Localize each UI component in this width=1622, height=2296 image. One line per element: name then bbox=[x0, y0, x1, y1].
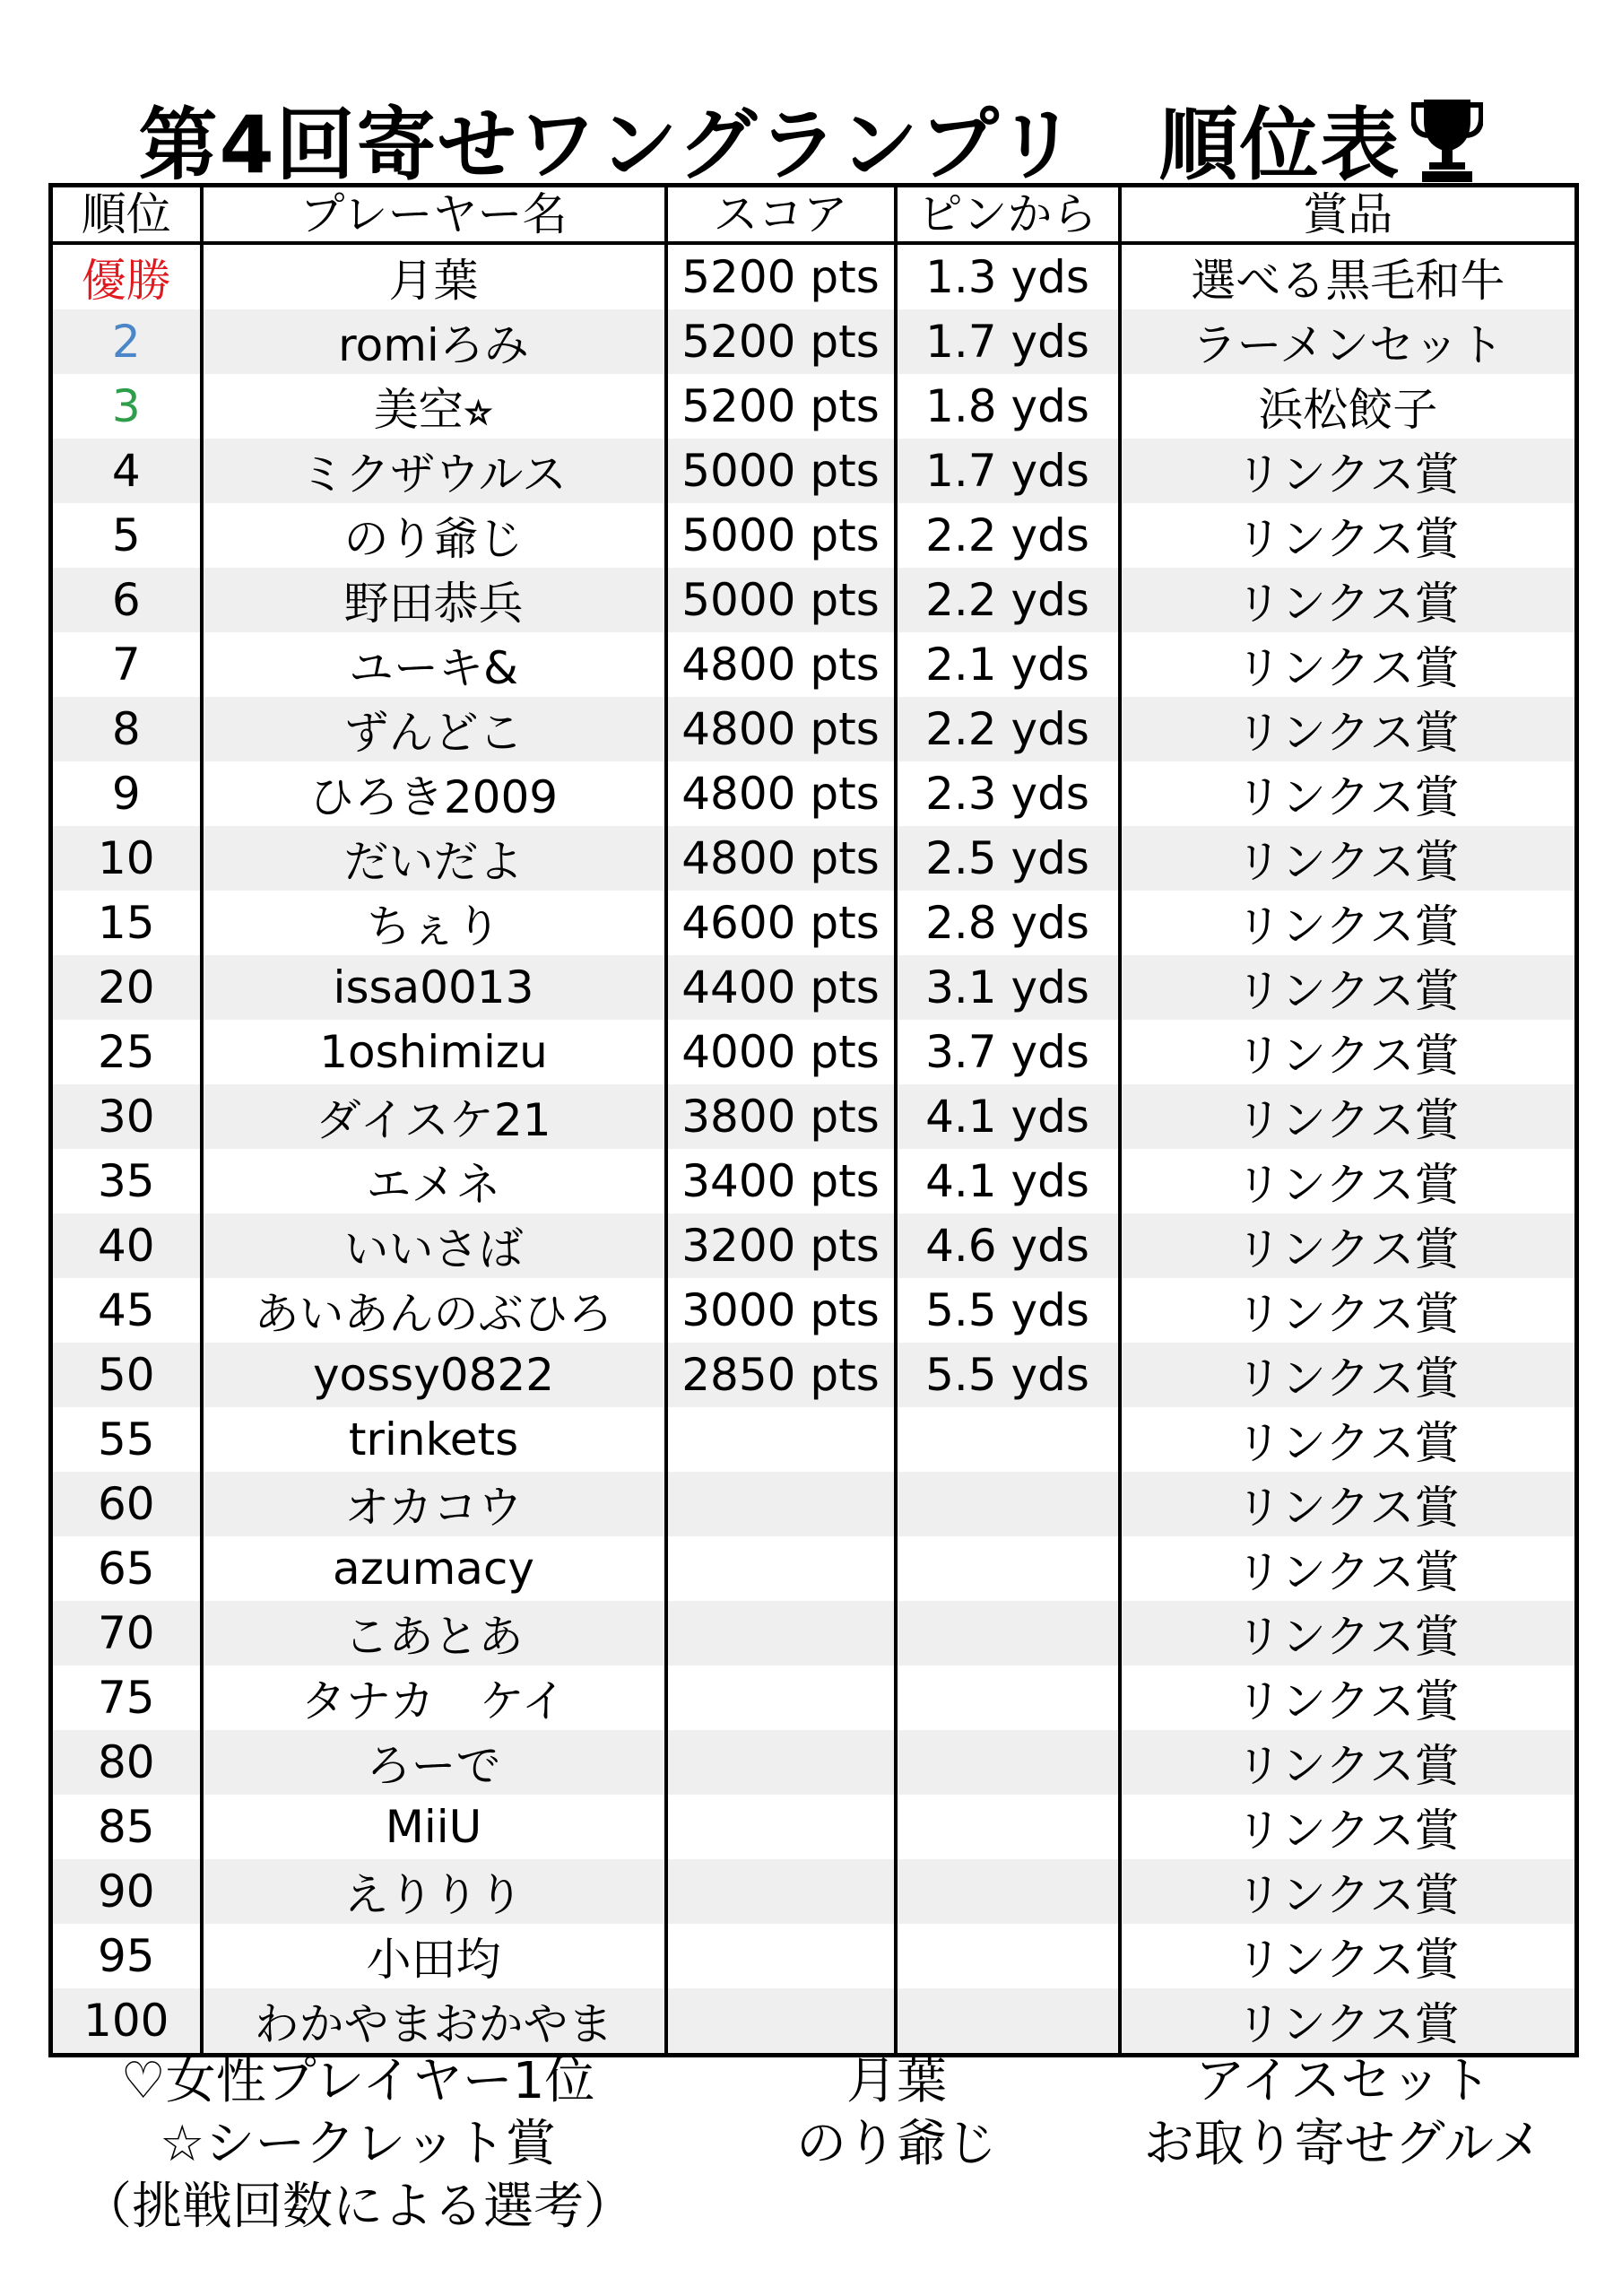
prize-cell: リンクス賞 bbox=[1120, 697, 1577, 761]
prize-cell: リンクス賞 bbox=[1120, 1988, 1577, 2056]
score-cell bbox=[666, 1472, 896, 1536]
pin-distance-cell: 3.1 yds bbox=[896, 955, 1120, 1020]
score-cell: 4600 pts bbox=[666, 891, 896, 955]
prize-cell: リンクス賞 bbox=[1120, 503, 1577, 568]
prize-cell: リンクス賞 bbox=[1120, 1730, 1577, 1795]
table-row bbox=[51, 439, 1577, 503]
score-cell: 5200 pts bbox=[666, 243, 896, 309]
prize-cell: リンクス賞 bbox=[1120, 439, 1577, 503]
prize-cell: リンクス賞 bbox=[1120, 1601, 1577, 1665]
rank-cell: 6 bbox=[51, 568, 202, 632]
special-winners bbox=[665, 2050, 1128, 2176]
header-prize: 賞品 bbox=[1120, 186, 1577, 244]
player-name-cell: issa0013 bbox=[202, 955, 666, 1020]
prize-cell: リンクス賞 bbox=[1120, 1278, 1577, 1343]
pin-distance-cell: 2.5 yds bbox=[896, 826, 1120, 891]
table-row bbox=[51, 761, 1577, 826]
table-row bbox=[51, 955, 1577, 1020]
player-name-cell: ひろき2009 bbox=[202, 761, 666, 826]
prize-female-top: アイスセット bbox=[1194, 2052, 1492, 2110]
pin-distance-cell: 1.8 yds bbox=[896, 374, 1120, 439]
player-name-cell: ちぇり bbox=[202, 891, 666, 955]
prize-cell: リンクス賞 bbox=[1120, 1407, 1577, 1472]
rank-cell: 5 bbox=[111, 509, 141, 561]
rank-cell: 35 bbox=[97, 1155, 155, 1207]
pin-distance-cell: 2.3 yds bbox=[896, 761, 1120, 826]
prize-cell: リンクス賞 bbox=[1120, 1536, 1577, 1601]
pin-distance-cell bbox=[896, 1601, 1120, 1665]
table-row bbox=[51, 1859, 1577, 1924]
header-player: プレーヤー名 bbox=[202, 186, 666, 244]
prize-cell: リンクス賞 bbox=[1120, 568, 1577, 632]
special-prizes bbox=[1112, 2050, 1574, 2176]
score-cell: 2850 pts bbox=[666, 1343, 896, 1407]
award-secret: ☆シークレット賞 bbox=[160, 2115, 556, 2173]
table-row bbox=[51, 1536, 1577, 1601]
table-row bbox=[51, 1601, 1577, 1665]
rank-cell: 10 bbox=[51, 826, 202, 891]
table-row bbox=[51, 891, 1577, 955]
pin-distance-cell bbox=[896, 1407, 1120, 1472]
table-row bbox=[51, 697, 1577, 761]
score-cell: 5200 pts bbox=[666, 374, 896, 439]
score-cell: 4400 pts bbox=[666, 955, 896, 1020]
pin-distance-cell: 2.2 yds bbox=[896, 697, 1120, 761]
score-cell: 3200 pts bbox=[666, 1213, 896, 1278]
rank-cell: 8 bbox=[51, 697, 202, 761]
player-name-cell: ろーで bbox=[202, 1730, 666, 1795]
prize-cell: リンクス賞 bbox=[1120, 1795, 1577, 1859]
rank-cell: 15 bbox=[97, 897, 155, 949]
pin-distance-cell bbox=[896, 1988, 1120, 2056]
winner-secret: のり爺じ bbox=[796, 2115, 997, 2173]
table-row bbox=[51, 1213, 1577, 1278]
pin-distance-cell: 4.1 yds bbox=[896, 1084, 1120, 1149]
footer bbox=[0, 2050, 1622, 2296]
player-name-cell: yossy0822 bbox=[202, 1343, 666, 1407]
pin-distance-cell bbox=[896, 1795, 1120, 1859]
player-name-cell: オカコウ bbox=[202, 1472, 666, 1536]
pin-distance-cell: 1.3 yds bbox=[896, 243, 1120, 309]
rank-cell: 45 bbox=[97, 1284, 155, 1336]
rank-cell: 20 bbox=[51, 955, 202, 1020]
score-cell bbox=[666, 1536, 896, 1601]
player-name-cell: だいだよ bbox=[202, 826, 666, 891]
score-cell: 5000 pts bbox=[666, 503, 896, 568]
player-name-cell: のり爺じ bbox=[202, 503, 666, 568]
award-note: （挑戦回数による選考） bbox=[82, 2178, 634, 2236]
score-cell: 5200 pts bbox=[666, 309, 896, 374]
table-row bbox=[51, 1149, 1577, 1213]
player-name-cell: えりりり bbox=[202, 1859, 666, 1924]
score-cell bbox=[666, 1601, 896, 1665]
pin-distance-cell: 5.5 yds bbox=[896, 1343, 1120, 1407]
table-row bbox=[51, 309, 1577, 374]
rank-cell: 優勝 bbox=[81, 255, 171, 307]
rank-cell: 90 bbox=[51, 1859, 202, 1924]
prize-cell: リンクス賞 bbox=[1120, 761, 1577, 826]
pin-distance-cell: 2.2 yds bbox=[896, 568, 1120, 632]
table-row bbox=[51, 1407, 1577, 1472]
player-name-cell: 小田均 bbox=[202, 1924, 666, 1988]
score-cell bbox=[666, 1924, 896, 1988]
player-name-cell: 野田恭兵 bbox=[202, 568, 666, 632]
pin-distance-cell: 3.7 yds bbox=[896, 1020, 1120, 1084]
rank-cell: 95 bbox=[97, 1930, 155, 1982]
table-row bbox=[51, 1020, 1577, 1084]
score-cell: 5000 pts bbox=[666, 568, 896, 632]
player-name-cell: MiiU bbox=[202, 1795, 666, 1859]
pin-distance-cell: 2.8 yds bbox=[896, 891, 1120, 955]
trophy-icon bbox=[1411, 94, 1483, 184]
pin-distance-cell bbox=[896, 1859, 1120, 1924]
table-row bbox=[51, 1730, 1577, 1795]
header-score: スコア bbox=[666, 186, 896, 244]
pin-distance-cell bbox=[896, 1924, 1120, 1988]
table-row bbox=[51, 1665, 1577, 1730]
player-name-cell: ユーキ& bbox=[202, 632, 666, 697]
rank-cell: 4 bbox=[51, 439, 202, 503]
prize-cell: ラーメンセット bbox=[1120, 309, 1577, 374]
score-cell: 4800 pts bbox=[666, 632, 896, 697]
score-cell: 4800 pts bbox=[666, 826, 896, 891]
player-name-cell: あいあんのぶひろ bbox=[202, 1278, 666, 1343]
rank-cell: 30 bbox=[51, 1084, 202, 1149]
player-name-cell: わかやまおかやま bbox=[202, 1988, 666, 2056]
player-name-cell: こあとあ bbox=[202, 1601, 666, 1665]
table-row bbox=[51, 503, 1577, 568]
score-cell: 4800 pts bbox=[666, 697, 896, 761]
rank-cell: 70 bbox=[51, 1601, 202, 1665]
pin-distance-cell: 5.5 yds bbox=[896, 1278, 1120, 1343]
prize-cell: リンクス賞 bbox=[1120, 1859, 1577, 1924]
score-cell: 3000 pts bbox=[666, 1278, 896, 1343]
pin-distance-cell: 1.7 yds bbox=[896, 439, 1120, 503]
table-row bbox=[51, 568, 1577, 632]
player-name-cell: ミクザウルス bbox=[202, 439, 666, 503]
prize-cell: リンクス賞 bbox=[1120, 632, 1577, 697]
prize-cell: 選べる黒毛和牛 bbox=[1120, 243, 1577, 309]
rank-cell: 55 bbox=[97, 1413, 155, 1465]
score-cell bbox=[666, 1795, 896, 1859]
player-name-cell: エメネ bbox=[202, 1149, 666, 1213]
table-row bbox=[51, 243, 1577, 309]
award-female-top: ♡女性プレイヤー1位 bbox=[120, 2052, 595, 2110]
rank-cell: 40 bbox=[51, 1213, 202, 1278]
rank-cell: 60 bbox=[51, 1472, 202, 1536]
pin-distance-cell bbox=[896, 1536, 1120, 1601]
score-cell: 4800 pts bbox=[666, 761, 896, 826]
rank-cell: 9 bbox=[111, 768, 141, 820]
score-cell bbox=[666, 1859, 896, 1924]
score-cell: 3400 pts bbox=[666, 1149, 896, 1213]
prize-cell: リンクス賞 bbox=[1120, 955, 1577, 1020]
rank-cell: 80 bbox=[51, 1730, 202, 1795]
player-name-cell: trinkets bbox=[202, 1407, 666, 1472]
table-row bbox=[51, 1278, 1577, 1343]
player-name-cell: ダイスケ21 bbox=[202, 1084, 666, 1149]
score-cell: 4000 pts bbox=[666, 1020, 896, 1084]
page-title: 第4回寄せワングランプリ 順位表 bbox=[138, 99, 1401, 191]
rank-cell: 75 bbox=[97, 1672, 155, 1724]
score-cell: 5000 pts bbox=[666, 439, 896, 503]
ranking-table bbox=[48, 183, 1579, 2057]
player-name-cell: 月葉 bbox=[202, 243, 666, 309]
score-cell bbox=[666, 1665, 896, 1730]
prize-secret: お取り寄せグルメ bbox=[1143, 2115, 1543, 2173]
prize-cell: リンクス賞 bbox=[1120, 891, 1577, 955]
pin-distance-cell bbox=[896, 1730, 1120, 1795]
rank-cell: 7 bbox=[111, 639, 141, 691]
player-name-cell: いいさば bbox=[202, 1213, 666, 1278]
prize-cell: リンクス賞 bbox=[1120, 1213, 1577, 1278]
table-row bbox=[51, 1924, 1577, 1988]
score-cell bbox=[666, 1988, 896, 2056]
rank-cell: 100 bbox=[51, 1988, 202, 2056]
special-awards bbox=[48, 2050, 667, 2239]
rank-cell: 50 bbox=[51, 1343, 202, 1407]
table-header-row bbox=[51, 186, 1577, 244]
table-body bbox=[51, 243, 1577, 2056]
table-row bbox=[51, 1343, 1577, 1407]
table-row bbox=[51, 826, 1577, 891]
table-row bbox=[51, 1472, 1577, 1536]
rank-cell: 65 bbox=[97, 1543, 155, 1595]
table-row bbox=[51, 1084, 1577, 1149]
pin-distance-cell: 4.6 yds bbox=[896, 1213, 1120, 1278]
pin-distance-cell: 2.1 yds bbox=[896, 632, 1120, 697]
player-name-cell: 美空⭐︎ bbox=[202, 374, 666, 439]
player-name-cell: ずんどこ bbox=[202, 697, 666, 761]
pin-distance-cell: 4.1 yds bbox=[896, 1149, 1120, 1213]
pin-distance-cell bbox=[896, 1472, 1120, 1536]
table-row bbox=[51, 632, 1577, 697]
prize-cell: リンクス賞 bbox=[1120, 1472, 1577, 1536]
rank-cell: 85 bbox=[97, 1801, 155, 1853]
header-pin: ピンから bbox=[896, 186, 1120, 244]
prize-cell: リンクス賞 bbox=[1120, 1343, 1577, 1407]
table-row bbox=[51, 1988, 1577, 2056]
score-cell bbox=[666, 1730, 896, 1795]
table-row bbox=[51, 374, 1577, 439]
table-row bbox=[51, 1795, 1577, 1859]
header-rank: 順位 bbox=[51, 186, 202, 244]
prize-cell: リンクス賞 bbox=[1120, 1084, 1577, 1149]
player-name-cell: タナカ ケイ bbox=[202, 1665, 666, 1730]
rank-cell: 2 bbox=[51, 309, 202, 374]
score-cell bbox=[666, 1407, 896, 1472]
winner-female-top: 月葉 bbox=[846, 2052, 947, 2110]
rank-cell: 25 bbox=[97, 1026, 155, 1078]
prize-cell: 浜松餃子 bbox=[1120, 374, 1577, 439]
pin-distance-cell bbox=[896, 1665, 1120, 1730]
score-cell: 3800 pts bbox=[666, 1084, 896, 1149]
pin-distance-cell: 1.7 yds bbox=[896, 309, 1120, 374]
pin-distance-cell: 2.2 yds bbox=[896, 503, 1120, 568]
prize-cell: リンクス賞 bbox=[1120, 1149, 1577, 1213]
player-name-cell: romiろみ bbox=[202, 309, 666, 374]
prize-cell: リンクス賞 bbox=[1120, 826, 1577, 891]
prize-cell: リンクス賞 bbox=[1120, 1924, 1577, 1988]
player-name-cell: 1oshimizu bbox=[202, 1020, 666, 1084]
player-name-cell: azumacy bbox=[202, 1536, 666, 1601]
prize-cell: リンクス賞 bbox=[1120, 1020, 1577, 1084]
prize-cell: リンクス賞 bbox=[1120, 1665, 1577, 1730]
rank-cell: 3 bbox=[111, 380, 141, 432]
